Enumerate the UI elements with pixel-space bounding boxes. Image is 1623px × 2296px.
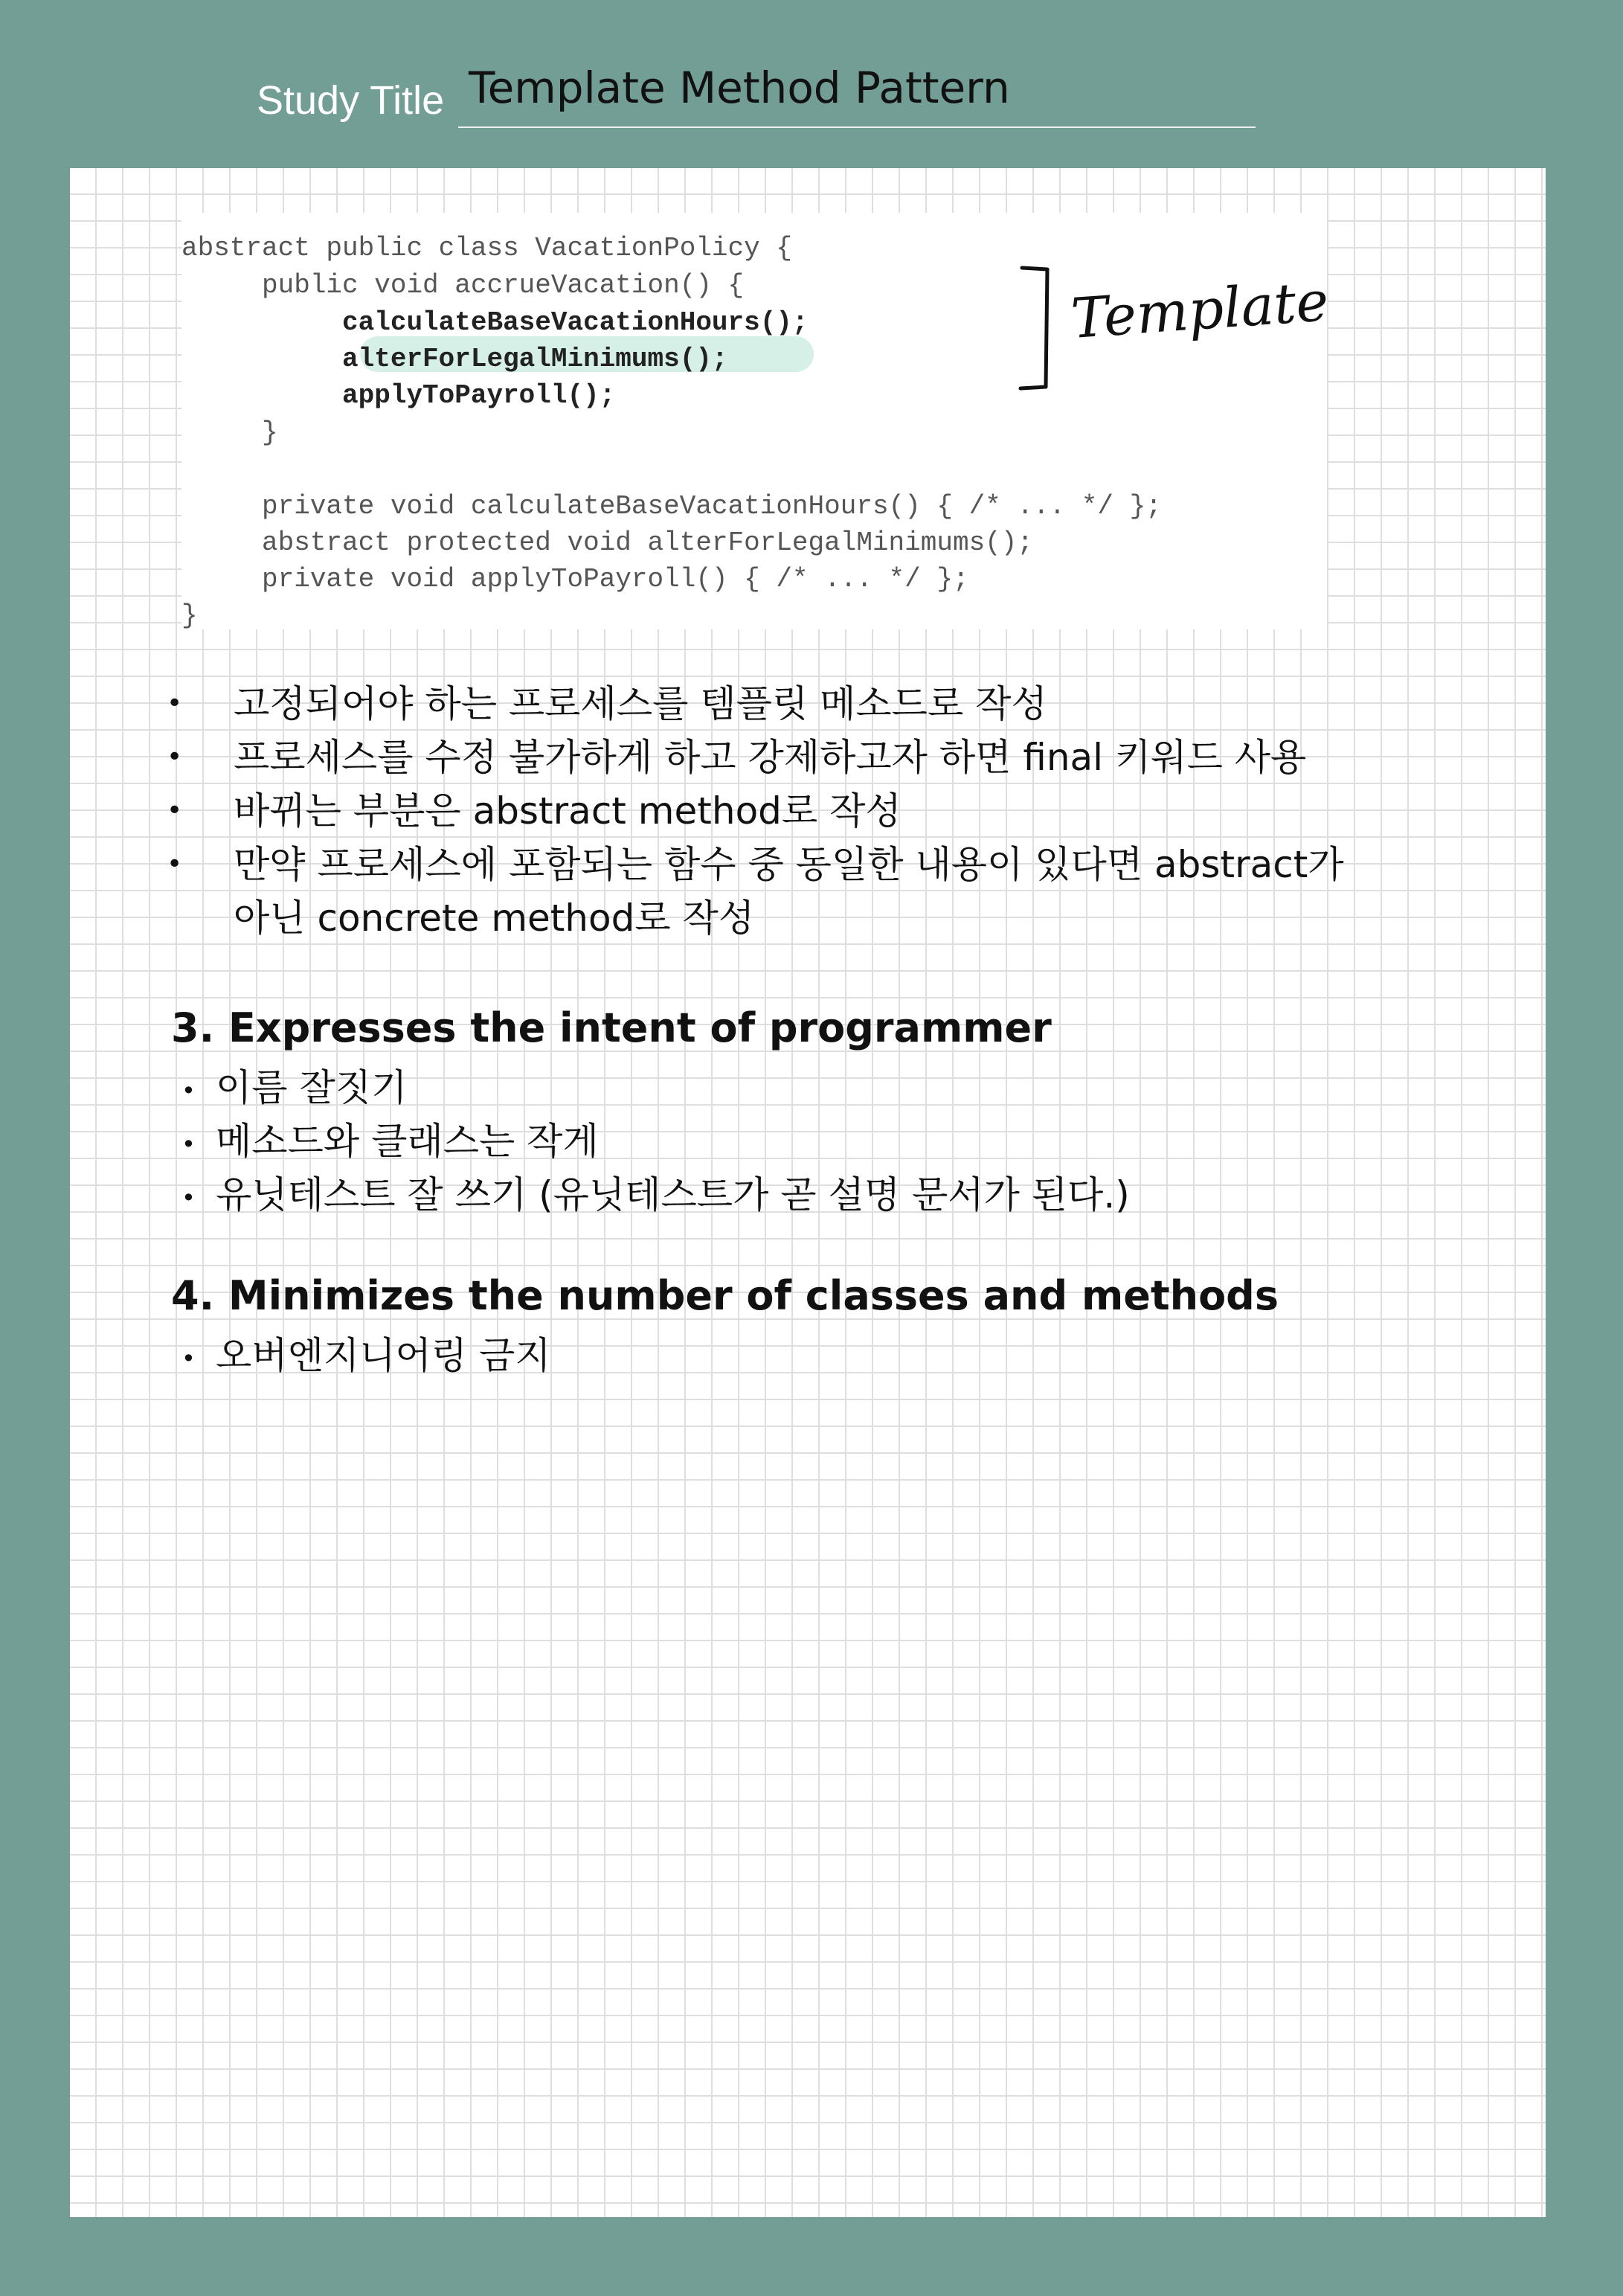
grid-paper: abstract public class VacationPolicy { public void accrueVacation() { calculateBaseVacationHours(); alterForLegalMinimums(); applyToPayroll(); } private void calculateBaseVacationHours() { /* ... */ }; abstract protected void alterForLegalMinimums(); private void applyToPayroll() { /* ... */ }; } Template • 고정되어야 하는 프로세스를 템플릿 메소드로 작성 • 프로세스를 수정 불가하게 하고 강제하고자 하면 final 키워드 사용 • 바뀌는 부분은 abstract method로 작성 • 만약 프로세스에 포함되는 함수 중 동일한 내용이 있다면 abstract가 아닌 concrete method로 작성 3. Expresses the intent of programmer • 이름 잘짓기 • 메소드와 클래스는 작게 • 유닛테스트 잘 쓰기 (유닛테스트가 곧 설명 문서가 된다.) 4. Minimizes the number of classes and methods • 오버엔지니어링 금지 [70, 168, 1546, 2217]
header [0, 0, 1623, 164]
study-title-value: Template Method Pattern [469, 62, 1010, 113]
list-item: • 이름 잘짓기 [181, 1066, 408, 1109]
list-item: • 메소드와 클래스는 작게 [181, 1120, 599, 1163]
section-4-heading: 4. Minimizes the number of classes and methods [171, 1272, 1279, 1319]
code-line-1: abstract public class VacationPolicy { [181, 233, 792, 263]
code-line-10: private void applyToPayroll() { /* ... */ }; [181, 564, 969, 594]
list-item: • 유닛테스트 잘 쓰기 (유닛테스트가 곧 설명 문서가 된다.) [181, 1173, 1130, 1216]
code-line-4: alterForLegalMinimums(); [181, 344, 728, 374]
bracket-icon [1018, 263, 1062, 391]
code-line-5: applyToPayroll(); [181, 380, 616, 411]
bullet-icon: • [181, 1129, 196, 1158]
section-3-heading: 3. Expresses the intent of programmer [171, 1004, 1052, 1051]
study-title-label: Study Title [257, 78, 445, 123]
code-line-9: abstract protected void alterForLegalMinimums(); [181, 527, 1033, 558]
bullet-icon: • [167, 795, 183, 826]
bullet-icon: • [167, 849, 183, 879]
code-line-3: calculateBaseVacationHours(); [181, 307, 809, 338]
code-snippet [181, 213, 1331, 631]
list-item: • 오버엔지니어링 금지 [181, 1334, 551, 1377]
title-underline [458, 126, 1256, 128]
bullet-icon: • [167, 742, 183, 772]
bullet-icon: • [167, 688, 183, 719]
code-line-2: public void accrueVacation() { [181, 270, 745, 301]
code-line-11: } [181, 600, 198, 631]
code-line-8: private void calculateBaseVacationHours() { /* ... */ }; [181, 491, 1162, 522]
bullet-icon: • [181, 1076, 196, 1105]
template-annotation: Template [1069, 269, 1331, 351]
code-line-6: } [181, 417, 278, 448]
bullet-icon: • [181, 1183, 196, 1212]
bullet-icon: • [181, 1344, 196, 1373]
